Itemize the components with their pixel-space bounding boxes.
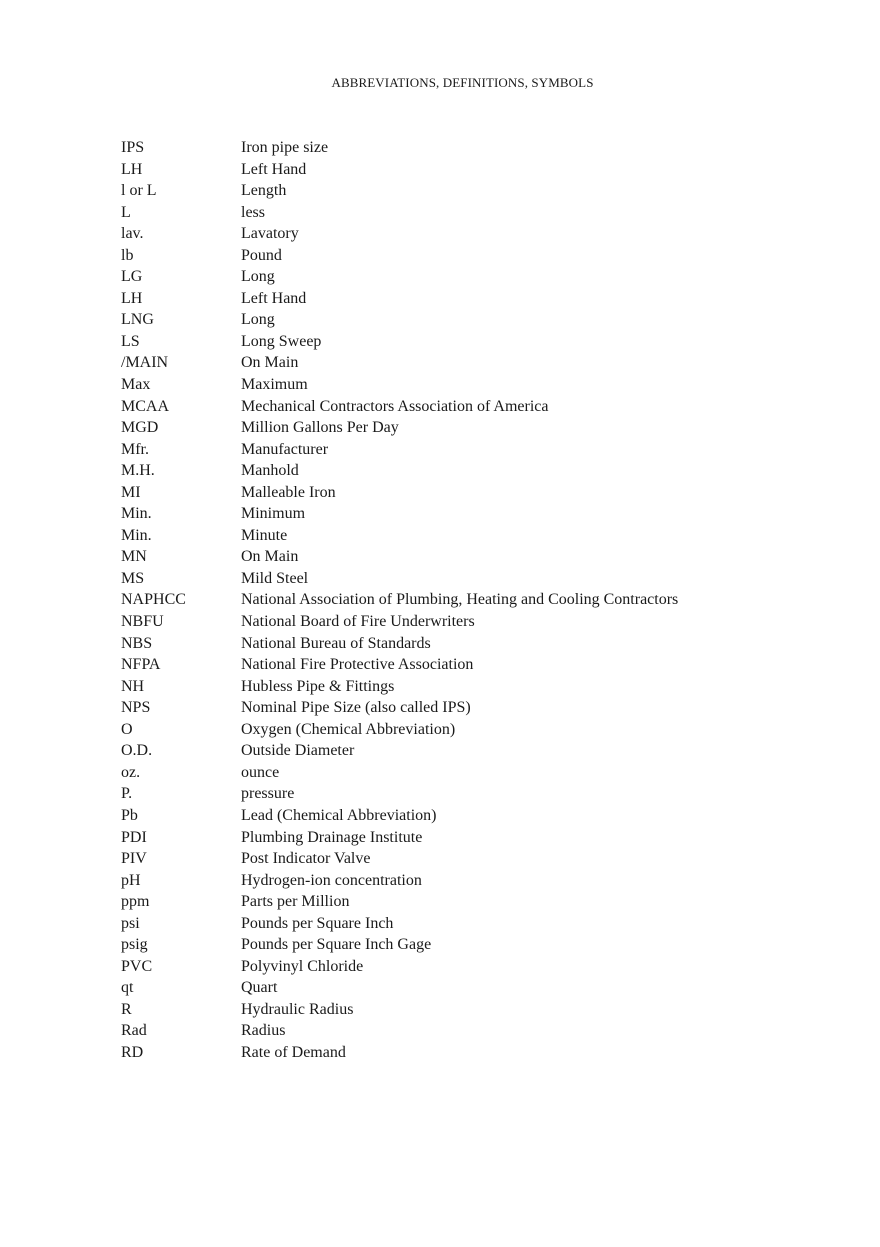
abbreviation-definition: National Board of Fire Underwriters (241, 613, 475, 631)
list-item (121, 956, 841, 978)
list-item (121, 676, 841, 698)
abbreviation-definition: National Fire Protective Association (241, 656, 474, 674)
abbreviation-definition: Hydrogen-ion concentration (241, 871, 422, 889)
list-item (121, 848, 841, 870)
abbreviation-definition: Hydraulic Radius (241, 1000, 354, 1018)
list-item (121, 439, 841, 461)
abbreviation-definition: National Bureau of Standards (241, 634, 431, 652)
abbreviation-term: PIV (121, 850, 147, 868)
abbreviation-definition: Left Hand (241, 160, 307, 178)
abbreviation-definition: Radius (241, 1022, 286, 1040)
abbreviation-term: lav. (121, 225, 144, 243)
abbreviation-term: NH (121, 677, 145, 695)
abbreviation-definition: Mild Steel (241, 569, 309, 587)
abbreviation-definition: Outside Diameter (241, 742, 355, 760)
abbreviation-term: NFPA (121, 656, 161, 674)
list-item (121, 827, 841, 849)
list-item (121, 482, 841, 504)
abbreviation-definition: Post Indicator Valve (241, 850, 371, 868)
abbreviation-term: L (121, 203, 131, 221)
abbreviation-definition: Nominal Pipe Size (also called IPS) (241, 699, 471, 717)
abbreviation-definition: National Association of Plumbing, Heating and Cooling Contractors (241, 591, 679, 609)
abbreviation-term: Max (121, 376, 151, 394)
list-item (121, 783, 841, 805)
abbreviation-definition: Minimum (241, 505, 306, 523)
abbreviation-term: MCAA (121, 397, 170, 415)
abbreviation-term: MI (121, 483, 141, 501)
abbreviation-definition: Pounds per Square Inch (241, 914, 394, 932)
abbreviation-term: Min. (121, 526, 152, 544)
abbreviation-definition: Plumbing Drainage Institute (241, 828, 423, 846)
abbreviation-definition: Lead (Chemical Abbreviation) (241, 806, 437, 824)
list-item (121, 719, 841, 741)
abbreviation-term: lb (121, 246, 134, 264)
list-item (121, 266, 841, 288)
abbreviation-definition: Iron pipe size (241, 139, 329, 156)
list-item (121, 137, 841, 159)
abbreviation-definition: Length (241, 182, 287, 200)
abbreviation-term: oz. (121, 763, 141, 781)
list-item (121, 309, 841, 331)
list-item (121, 1042, 841, 1064)
list-item (121, 633, 841, 655)
list-item (121, 913, 841, 935)
abbreviation-definition: Rate of Demand (241, 1043, 346, 1061)
abbreviation-term: qt (121, 979, 134, 997)
list-item (121, 331, 841, 353)
list-item (121, 977, 841, 999)
abbreviation-term: pH (121, 871, 141, 889)
abbreviation-term: PVC (121, 957, 153, 975)
list-item (121, 352, 841, 374)
list-item (121, 891, 841, 913)
abbreviation-definition: pressure (241, 785, 295, 803)
abbreviation-term: MN (121, 548, 147, 566)
abbreviation-definition: Pound (241, 246, 282, 264)
abbreviation-definition: Hubless Pipe & Fittings (241, 677, 395, 695)
abbreviation-term: NAPHCC (121, 591, 186, 609)
abbreviation-definition: Long Sweep (241, 332, 322, 350)
list-item (121, 589, 841, 611)
abbreviation-term: M.H. (121, 462, 155, 480)
abbreviation-definition: Minute (241, 526, 288, 544)
page-title: ABBREVIATIONS, DEFINITIONS, SYMBOLS (331, 75, 594, 90)
abbreviation-definition: Long (241, 311, 275, 329)
abbreviation-definition: Polyvinyl Chloride (241, 957, 364, 975)
list-item (121, 417, 841, 439)
abbreviation-term: Pb (121, 806, 138, 824)
abbreviation-term: NBS (121, 634, 153, 652)
list-item (121, 1020, 841, 1042)
abbreviation-definition: Manufacturer (241, 440, 329, 458)
abbreviation-term: NBFU (121, 613, 164, 631)
abbreviation-definition: Pounds per Square Inch Gage (241, 936, 432, 954)
list-item (121, 568, 841, 590)
list-item (121, 697, 841, 719)
list-item (121, 654, 841, 676)
abbreviation-definition: Mechanical Contractors Association of America (241, 397, 549, 415)
list-item (121, 180, 841, 202)
list-item (121, 460, 841, 482)
abbreviation-term: LS (121, 332, 140, 350)
abbreviation-term: NPS (121, 699, 151, 717)
abbreviation-term: O.D. (121, 742, 153, 760)
abbreviation-term: LH (121, 289, 143, 307)
list-item (121, 611, 841, 633)
abbreviation-term: MS (121, 569, 145, 587)
abbreviation-term: R (121, 1000, 132, 1018)
list-item (121, 805, 841, 827)
abbreviation-definition: Lavatory (241, 225, 299, 243)
abbreviation-term: O (121, 720, 133, 738)
abbreviation-term: Min. (121, 505, 152, 523)
list-item (121, 546, 841, 568)
list-item (121, 374, 841, 396)
abbreviation-term: IPS (121, 139, 145, 156)
abbreviation-definition: Parts per Million (241, 893, 350, 911)
abbreviation-term: LG (121, 268, 143, 286)
abbreviation-definition: Oxygen (Chemical Abbreviation) (241, 720, 456, 738)
list-item (121, 762, 841, 784)
abbreviation-term: RD (121, 1043, 144, 1061)
abbreviation-term: /MAIN (121, 354, 169, 372)
abbreviation-term: P. (121, 785, 133, 803)
abbreviation-term: psi (121, 914, 140, 932)
list-item (121, 245, 841, 267)
abbreviation-term: LNG (121, 311, 154, 329)
abbreviation-term: ppm (121, 893, 150, 911)
abbreviation-term: LH (121, 160, 143, 178)
abbreviation-definition: ounce (241, 763, 280, 781)
list-item (121, 740, 841, 762)
list-item (121, 503, 841, 525)
list-item (121, 999, 841, 1021)
list-item (121, 223, 841, 245)
abbreviation-definition: Maximum (241, 376, 308, 394)
abbreviation-term: Rad (121, 1022, 147, 1040)
abbreviation-term: Mfr. (121, 440, 149, 458)
abbreviation-definition: Quart (241, 979, 278, 997)
abbreviation-term: PDI (121, 828, 147, 846)
abbreviation-definition: Malleable Iron (241, 483, 336, 501)
abbreviation-term: psig (121, 936, 148, 954)
abbreviation-definition: On Main (241, 354, 299, 372)
abbreviation-definition: Million Gallons Per Day (241, 419, 399, 437)
abbreviation-definition: Manhold (241, 462, 299, 480)
list-item (121, 870, 841, 892)
list-item (121, 525, 841, 547)
abbreviation-definition: On Main (241, 548, 299, 566)
abbreviation-list (121, 137, 841, 1064)
abbreviation-term: MGD (121, 419, 159, 437)
abbreviation-definition: Left Hand (241, 289, 307, 307)
list-item (121, 396, 841, 418)
abbreviation-definition: less (241, 203, 265, 221)
abbreviation-definition: Long (241, 268, 275, 286)
list-item (121, 202, 841, 224)
abbreviation-term: l or L (121, 182, 157, 200)
list-item (121, 288, 841, 310)
list-item (121, 159, 841, 181)
list-item (121, 934, 841, 956)
